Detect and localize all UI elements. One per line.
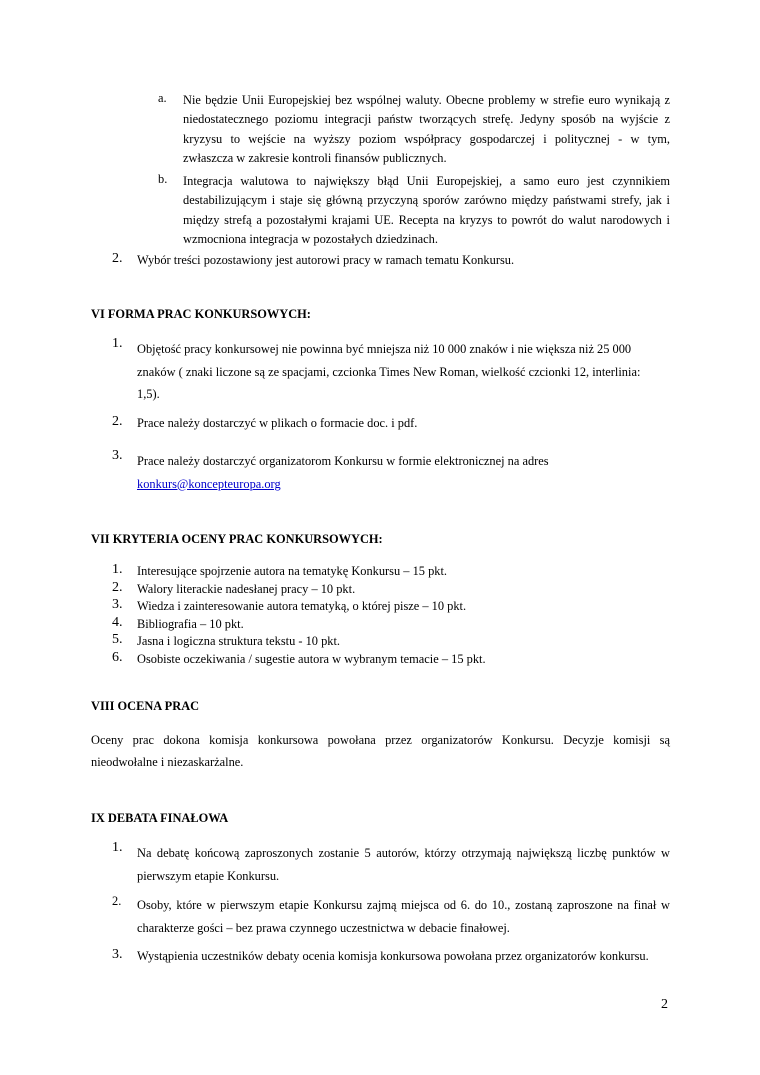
list-item-text: Jasna i logiczna struktura tekstu - 10 pkt.: [137, 634, 341, 649]
sub-item-marker: a.: [158, 91, 167, 105]
list-item: [92, 894, 670, 939]
list-marker: 2.: [112, 579, 123, 595]
text-line: Nie będzie Unii Europejskiej bez wspólnej waluty. Obecne problemy w strefie euro wynikają z: [183, 93, 670, 107]
text-line: znaków ( znaki liczone są ze spacjami, czcionka Times New Roman, wielkość czcionki 12, interlinia:: [137, 364, 641, 379]
text-line: Osoby, które w pierwszym etapie Konkursu zajmą miejsca od 6. do 10., zostaną zaproszone na finał w: [137, 898, 670, 912]
text-line: pierwszym etapie Konkursu.: [137, 868, 280, 883]
page-number: 2: [661, 997, 668, 1012]
list-item-text: [137, 338, 670, 406]
list-item: [92, 842, 670, 887]
list-item-text: [137, 894, 670, 939]
section-heading: IX DEBATA FINAŁOWA: [91, 811, 229, 825]
section-heading: VI FORMA PRAC KONKURSOWYCH:: [91, 307, 311, 321]
list-item-text: Wystąpienia uczestników debaty ocenia komisja konkursowa powołana przez organizatorów konkursu.: [137, 949, 649, 963]
list-item-text: Walory literackie nadesłanej pracy – 10 pkt.: [137, 581, 356, 596]
list-item-text: Wybór treści pozostawiony jest autorowi pracy w ramach tematu Konkursu.: [137, 253, 515, 267]
list-marker: 3.: [112, 448, 123, 463]
list-item-text: Osobiste oczekiwania / sugestie autora w wybranym temacie – 15 pkt.: [137, 652, 486, 666]
list-item-text: Bibliografia – 10 pkt.: [137, 616, 244, 631]
text-line: Na debatę końcową zaproszonych zostanie 5 autorów, którzy otrzymają największą liczbę punktów w: [137, 846, 670, 860]
sub-item-b: [92, 172, 670, 249]
text-line: wzmocniona integracja w pozostałych dziedzinach.: [183, 231, 438, 246]
list-item: [92, 579, 670, 600]
list-item: [92, 634, 670, 652]
list-item: [92, 599, 670, 617]
list-item-text: Prace należy dostarczyć w plikach o formacie doc. i pdf.: [137, 416, 418, 430]
sub-item-text: [183, 172, 670, 249]
text-line: Integracja walutowa to największy błąd Unii Europejskiej, a samo euro jest czynnikiem: [183, 174, 670, 188]
list-marker: 1.: [112, 562, 123, 577]
section-paragraph: [91, 729, 670, 773]
list-marker: 2.: [112, 251, 123, 266]
list-item: [92, 614, 670, 635]
text-line: destabilizującym i staje się główną przyczyną sporów zarówno między państwami strefy, jak i: [183, 193, 670, 208]
text-line: kryzysu to wejście na wyższy poziom współpracy gospodarczej i politycznej - w tym,: [183, 131, 670, 146]
list-item-text: Wiedza i zainteresowanie autora tematyką, o której pisze – 10 pkt.: [137, 599, 467, 614]
list-item: [92, 652, 670, 670]
list-marker: 3.: [112, 597, 123, 613]
text-line: 1,5).: [137, 387, 160, 401]
sub-item-a: [92, 91, 670, 168]
text-line: między strefą a pozostałymi krajami UE. Recepta na kryzys to powrót do walut narodowych i: [183, 212, 670, 227]
text-line: zwłaszcza w zakresie kontroli finansów publicznych.: [183, 150, 447, 165]
list-marker: 2.: [112, 414, 123, 429]
list-marker: 6.: [112, 650, 123, 665]
text-line: Oceny prac dokona komisja konkursowa powołana przez organizatorów Konkursu. Decyzje komisji są: [91, 733, 670, 747]
sub-item-text: [183, 91, 670, 168]
list-item: [92, 564, 670, 582]
text-line: Prace należy dostarczyć organizatorom Konkursu w formie elektronicznej na adres: [137, 454, 549, 468]
list-marker: 1.: [112, 336, 123, 351]
text-line: charakterze gości – bez prawa czynnego uczestnictwa w debacie finałowej.: [137, 920, 510, 935]
section-heading: VIII OCENA PRAC: [91, 699, 200, 713]
list-item-text: Interesujące spojrzenie autora na tematykę Konkursu – 15 pkt.: [137, 564, 448, 578]
text-line: niedostatecznego poziomu integracji państw tworzących strefę. Jedyny sposób na wyjście z: [183, 112, 670, 127]
list-item-text: [137, 842, 670, 887]
list-marker: 5.: [112, 632, 123, 648]
section-heading: VII KRYTERIA OCENY PRAC KONKURSOWYCH:: [91, 532, 383, 546]
list-marker: 2.: [112, 894, 122, 908]
list-marker: 1.: [112, 840, 123, 855]
text-line: nieodwołalne i niezaskarżalne.: [91, 755, 244, 769]
list-marker: 4.: [112, 614, 123, 630]
list-marker: 3.: [112, 947, 123, 962]
list-item-text: [137, 450, 670, 495]
text-line: Objętość pracy konkursowej nie powinna być mniejsza niż 10 000 znaków i nie większa niż 25 000: [137, 342, 632, 356]
list-item: [92, 450, 670, 495]
sub-item-marker: b.: [158, 172, 168, 186]
email-link[interactable]: konkurs@koncepteuropa.org: [137, 476, 281, 491]
list-item: [92, 338, 670, 406]
